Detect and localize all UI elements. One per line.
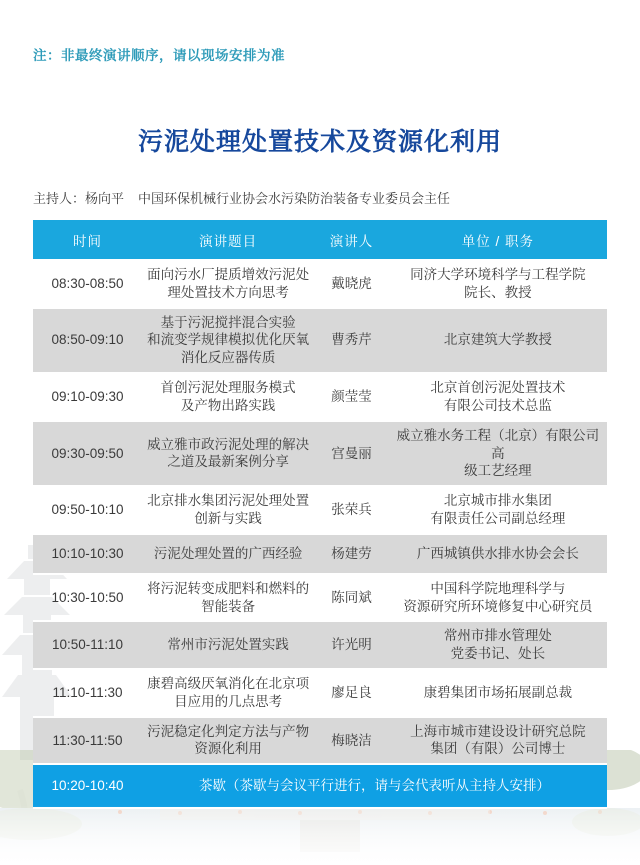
speaker-cell: 戴晓虎 bbox=[331, 275, 372, 291]
host-line bbox=[33, 188, 450, 207]
topic-cell: 污泥稳定化判定方法与产物 资源化利用 bbox=[147, 723, 310, 757]
session-title: 污泥处理处置技术及资源化利用 bbox=[137, 128, 502, 156]
speaker-cell: 许光明 bbox=[331, 637, 372, 653]
host-name: 主持人：杨向平 bbox=[33, 191, 125, 206]
agenda-row bbox=[33, 308, 607, 373]
speaker-cell: 廖足良 bbox=[331, 684, 372, 700]
agenda-row bbox=[33, 534, 607, 574]
speaker-cell: 杨建劳 bbox=[331, 545, 372, 561]
host-org: 中国环保机械行业协会水污染防治装备专业委员会主任 bbox=[138, 191, 451, 206]
org-cell: 同济大学环境科学与工程学院 院长、教授 bbox=[410, 267, 586, 300]
time-cell: 08:30-08:50 bbox=[51, 275, 124, 291]
org-cell: 康碧集团市场拓展副总裁 bbox=[423, 684, 573, 700]
org-cell: 广西城镇供水排水协会会长 bbox=[416, 545, 579, 561]
org-cell: 常州市排水管理处 党委书记、处长 bbox=[443, 628, 552, 662]
topic-cell: 污泥处理处置的广西经验 bbox=[153, 545, 303, 561]
agenda-table-body bbox=[33, 260, 607, 764]
time-cell: 09:10-09:30 bbox=[51, 388, 124, 404]
agenda-table bbox=[33, 220, 607, 809]
agenda-table-wrap bbox=[33, 220, 607, 809]
agenda-row bbox=[33, 373, 607, 421]
agenda-row bbox=[33, 421, 607, 486]
agenda-row bbox=[33, 717, 607, 765]
time-cell: 09:30-09:50 bbox=[51, 445, 124, 461]
agenda-row bbox=[33, 621, 607, 669]
header-topic: 演讲题目 bbox=[142, 220, 314, 260]
topic-cell: 威立雅市政污泥处理的解决 之道及最新案例分享 bbox=[147, 436, 310, 470]
org-cell: 北京首创污泥处置技术 有限公司技术总监 bbox=[430, 380, 566, 413]
header-time: 时间 bbox=[33, 220, 142, 260]
header-speaker: 演讲人 bbox=[314, 220, 389, 260]
speaker-cell: 张荣兵 bbox=[331, 502, 372, 518]
topic-cell: 康碧高级厌氧消化在北京项 目应用的几点思考 bbox=[147, 676, 310, 709]
tea-break-time: 10:20-10:40 bbox=[51, 778, 124, 794]
agenda-row bbox=[33, 574, 607, 622]
topic-cell: 面向污水厂提质增效污泥处 理处置技术方向思考 bbox=[147, 267, 310, 300]
speaker-cell: 梅晓洁 bbox=[331, 732, 372, 748]
tea-break-label: 茶歇（茶歇与会议平行进行，请与会代表听从主持人安排） bbox=[199, 778, 551, 794]
topic-cell: 首创污泥处理服务模式 及产物出路实践 bbox=[160, 380, 296, 413]
speaker-cell: 宫曼丽 bbox=[331, 445, 372, 461]
tea-break-row bbox=[33, 764, 607, 808]
speaker-cell: 颜莹莹 bbox=[331, 388, 372, 404]
bottom-fade bbox=[0, 805, 640, 865]
agenda-header-row bbox=[33, 220, 607, 260]
speaker-cell: 陈同斌 bbox=[331, 589, 372, 605]
time-cell: 10:50-11:10 bbox=[51, 637, 124, 653]
org-cell: 上海市城市建设设计研究总院 集团（有限）公司博士 bbox=[410, 723, 586, 757]
time-cell: 08:50-09:10 bbox=[51, 332, 124, 348]
topic-cell: 常州市污泥处置实践 bbox=[167, 637, 289, 653]
speaker-cell: 曹秀芹 bbox=[331, 332, 372, 348]
header-org: 单位 / 职务 bbox=[389, 220, 607, 260]
time-cell: 11:10-11:30 bbox=[52, 684, 123, 700]
agenda-row bbox=[33, 669, 607, 717]
org-cell: 中国科学院地理科学与 资源研究所环境修复中心研究员 bbox=[403, 580, 593, 614]
agenda-row bbox=[33, 260, 607, 308]
time-cell: 10:30-10:50 bbox=[51, 589, 124, 605]
time-cell: 09:50-10:10 bbox=[51, 502, 124, 518]
time-cell: 10:10-10:30 bbox=[51, 545, 124, 561]
topic-cell: 将污泥转变成肥料和燃料的 智能装备 bbox=[147, 580, 310, 614]
agenda-row bbox=[33, 486, 607, 534]
topic-cell: 基于污泥搅拌混合实验 和流变学规律模拟优化厌氧 消化反应器传质 bbox=[147, 314, 310, 366]
time-cell: 11:30-11:50 bbox=[52, 732, 123, 748]
schedule-note: 注：非最终演讲顺序，请以现场安排为准 bbox=[33, 48, 285, 63]
org-cell: 北京建筑大学教授 bbox=[443, 332, 552, 348]
topic-cell: 北京排水集团污泥处理处置 创新与实践 bbox=[147, 493, 310, 526]
org-cell: 威立雅水务工程（北京）有限公司高 级工艺经理 bbox=[396, 427, 600, 479]
org-cell: 北京城市排水集团 有限责任公司副总经理 bbox=[430, 493, 566, 526]
